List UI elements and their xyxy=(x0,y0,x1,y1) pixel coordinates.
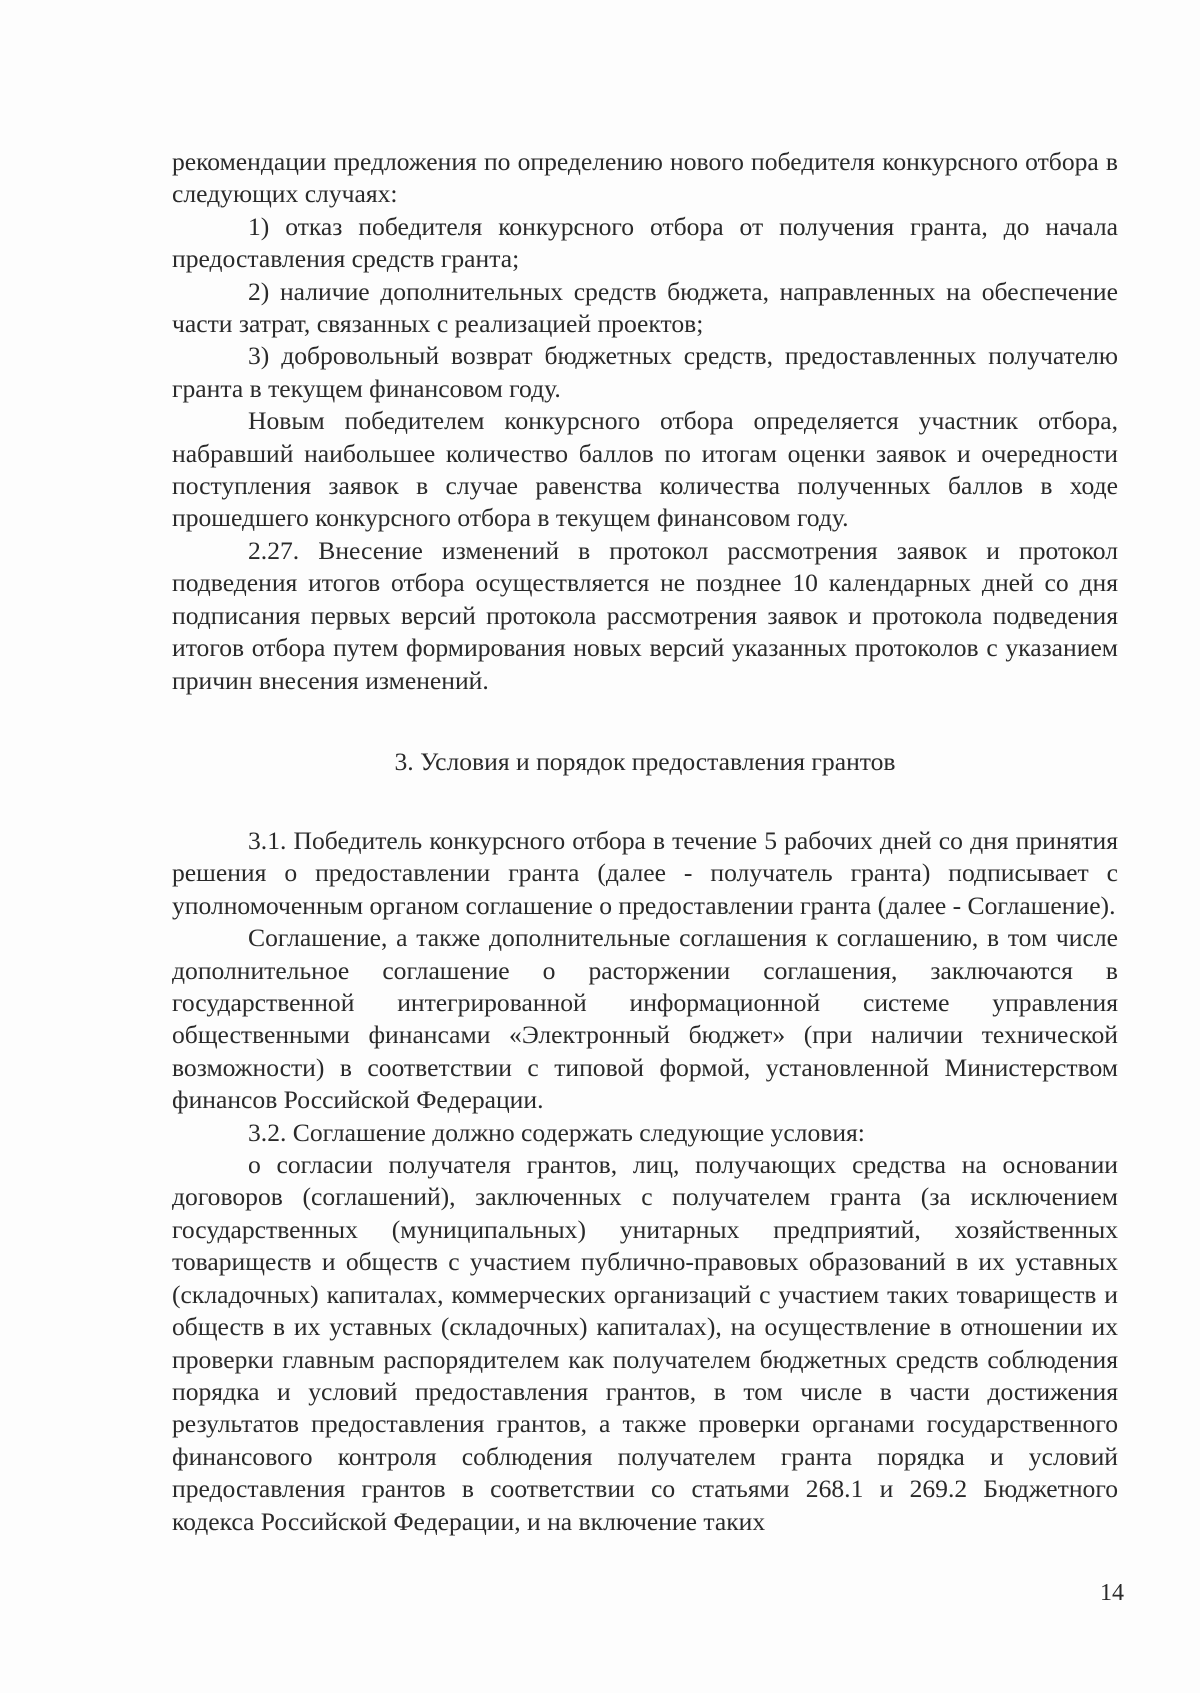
section-title: 3. Условия и порядок предоставления грантов xyxy=(394,747,896,776)
paragraph: Соглашение, а также дополнительные соглашения к соглашению, в том числе дополнительное соглашение о расторжении соглашения, заключаются в государственной интегрированной информационной системе управления общественными финансами «Электронный бюджет» (при наличии технической возможности) в соответствии с типовой формой, установленной Министерством финансов Российской Федерации. xyxy=(172,923,1118,1115)
paragraph: Новым победителем конкурсного отбора определяется участник отбора, набравший наибольшее количество баллов по итогам оценки заявок и очередности поступления заявок в случае равенства количества полученных баллов в ходе прошедшего конкурсного отбора в текущем финансовом году. xyxy=(172,406,1118,533)
paragraph: 3) добровольный возврат бюджетных средств, предоставленных получателю гранта в текущем финансовом году. xyxy=(172,341,1118,403)
page-number: 14 xyxy=(1100,1580,1124,1606)
paragraph: 2.27. Внесение изменений в протокол рассмотрения заявок и протокол подведения итогов отбора осуществляется не позднее 10 календарных дней со дня подписания первых версий протокола рассмотрения заявок и протокола подведения итогов отбора путем формирования новых версий указанных протоколов с указанием причин внесения изменений. xyxy=(172,535,1118,695)
paragraph: 1) отказ победителя конкурсного отбора от получения гранта, до начала предоставления средств гранта; xyxy=(172,211,1118,274)
paragraph: 3.2. Соглашение должно содержать следующие условия: xyxy=(248,1117,865,1147)
paragraph: о согласии получателя грантов, лиц, получающих средства на основании договоров (соглашений), заключенных с получателем гранта (за исключением государственных (муниципальных) унитарных предприятий, хозяйственных товариществ и обществ с участием публично-правовых образований в их уставных (складочных) капиталах, коммерческих организаций с участием таких товариществ и обществ в их уставных (складочных) капиталах), на осуществление в отношении их проверки главным распорядителем как получателем бюджетных средств соблюдения порядка и условий предоставления грантов, в том числе в части достижения результатов предоставления грантов, а также проверки органами государственного финансового контроля соблюдения получателем гранта порядка и условий предоставления грантов в соответствии со статьями 268.1 и 269.2 Бюджетного кодекса Российской Федерации, и на включение таких xyxy=(172,1150,1118,1536)
paragraph: 2) наличие дополнительных средств бюджета, направленных на обеспечение части затрат, связанных с реализацией проектов; xyxy=(172,276,1118,339)
paragraph: рекомендации предложения по определению нового победителя конкурсного отбора в следующих случаях: xyxy=(172,147,1118,209)
text-block-bottom xyxy=(172,825,1118,1538)
text-block-top xyxy=(172,146,1118,697)
paragraph: 3.1. Победитель конкурсного отбора в течение 5 рабочих дней со дня принятия решения о предоставлении гранта (далее - получатель гранта) подписывает с уполномоченным органом соглашение о предоставлении гранта (далее - Соглашение). xyxy=(172,826,1118,920)
